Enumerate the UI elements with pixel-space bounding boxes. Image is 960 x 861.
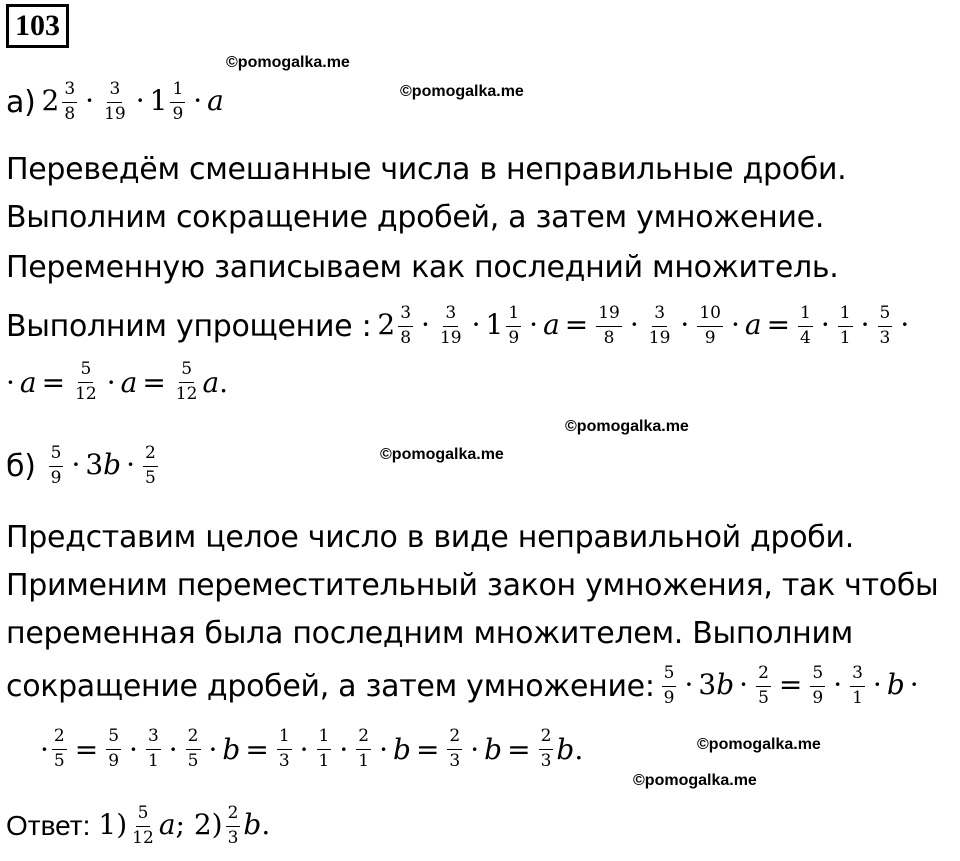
- math-expression: $\frac{5}{9}$ · 3b · $\frac{2}{5}$: [50, 442, 156, 488]
- part-a-simplification: [6, 298, 914, 354]
- math-expression: 2 $\frac{3}{8}$ · $\frac{3}{19}$ · 1 $\frac{1}{9}$ · a: [41, 78, 224, 124]
- watermark: ©pomogalka.me: [565, 418, 689, 435]
- answer-expression: 1) $\frac{5}{12}$ a; 2) $\frac{2}{3}$ b.: [98, 802, 271, 848]
- part-b-line-2: Применим переместительный закон умножения, так чтобы: [6, 568, 939, 603]
- part-b-label: б): [6, 448, 36, 484]
- part-b-last-line: [6, 656, 924, 716]
- part-b-simplification-cont: · $\frac{2}{5}$ = $\frac{5}{9}$ · $\frac{3}{1}$ · $\frac{2}{5}$ · b = $\frac{1}{3}$ · $\frac{1}{1}$ · $\frac{2}{1}$ · b = $\frac{2}{3}$ · b = $\frac{2}{3}$ b .: [40, 725, 584, 771]
- part-b-line-4: сокращение дробей, а затем умножение:: [6, 668, 655, 704]
- part-b-line-3: переменная была последним множителем. Выполним: [6, 616, 854, 651]
- part-a-label: а): [6, 84, 36, 120]
- watermark: ©pomogalka.me: [380, 446, 504, 463]
- watermark: ©pomogalka.me: [697, 736, 821, 753]
- answer-label: Ответ:: [6, 810, 91, 841]
- fraction: $\frac{1}{9}$: [172, 78, 184, 124]
- watermark: ©pomogalka.me: [400, 83, 524, 100]
- task-number: 103: [6, 4, 69, 48]
- fraction: $\frac{3}{19}$: [104, 78, 126, 124]
- math-expression: 2 $\frac{3}{8}$ · $\frac{3}{19}$ · 1 $\frac{1}{9}$ · a = $\frac{19}{8}$ · $\frac{3}{19}$ · $\frac{10}{9}$ · a = $\frac{1}{4}$ · $\frac{1}{1}$ · $\frac{5}{3}$ ·: [377, 302, 910, 348]
- fraction: $\frac{3}{8}$: [64, 78, 76, 124]
- part-a-simplification-cont: · a = $\frac{5}{12}$ · a = $\frac{5}{12}$ a .: [6, 358, 229, 404]
- part-a-line-1: Переведём смешанные числа в неправильные дроби.: [6, 152, 847, 187]
- part-b-line-1: Представим целое число в виде неправильной дроби.: [6, 520, 854, 555]
- integer: 2: [41, 83, 60, 117]
- part-a-line-2: Выполним сокращение дробей, а затем умножение.: [6, 200, 825, 235]
- part-a-expression: [6, 74, 224, 130]
- part-b-expression: [6, 438, 161, 494]
- part-a-line-3: Переменную записываем как последний множитель.: [6, 250, 839, 285]
- watermark: ©pomogalka.me: [633, 772, 757, 789]
- answer-line: [6, 796, 270, 856]
- watermark: ©pomogalka.me: [226, 54, 350, 71]
- math-expression: $\frac{5}{9}$ · 3b · $\frac{2}{5}$ = $\frac{5}{9}$ · $\frac{3}{1}$ · b ·: [663, 662, 919, 708]
- simplify-label: Выполним упрощение :: [6, 308, 372, 344]
